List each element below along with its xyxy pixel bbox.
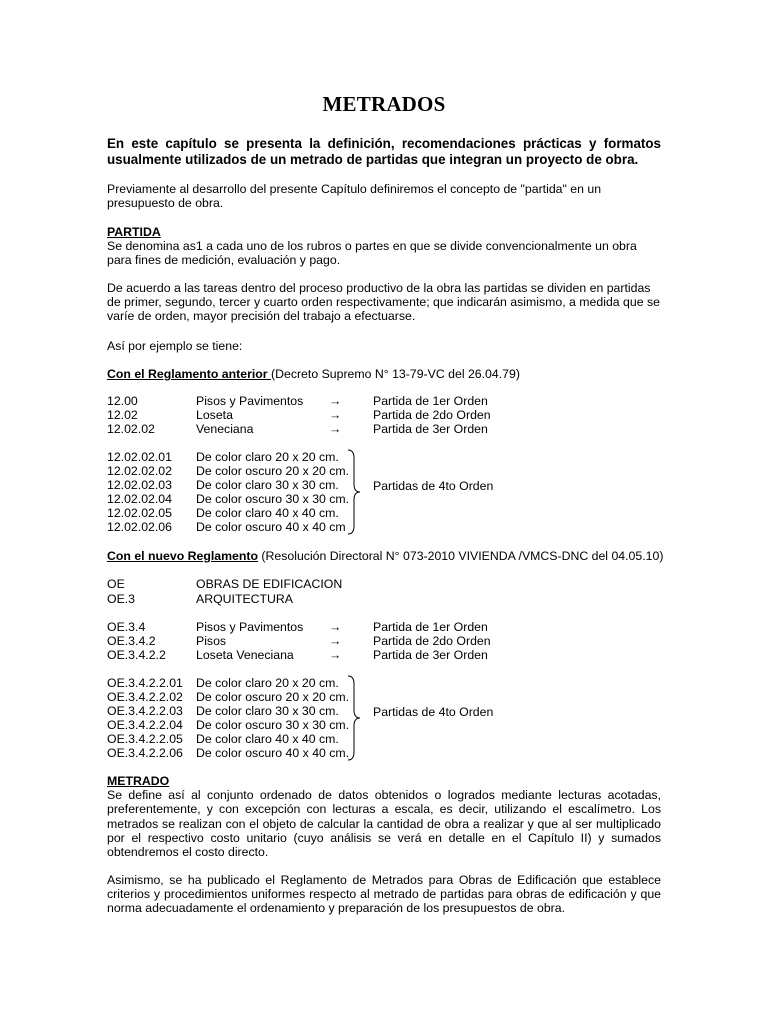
old-row-result: Partida de 1er Orden [373,394,488,408]
new-group-result: Partidas de 4to Orden [373,705,494,719]
old-group-desc: De color claro 30 x 30 cm. [196,478,339,492]
new-group-desc: De color oscuro 40 x 40 cm. [196,746,350,760]
new-row-code: OE.3.4 [107,620,146,634]
partida-order-paragraph: De acuerdo a las tareas dentro del proceso productivo de la obra las partidas se dividen en partidas de primer, segundo, tercer y cuarto orden respectivamente; que indicarán asimismo, a medida que se varíe de orden, mayor precisión del trabajo a efectuarse. [107,281,660,324]
metrado-heading: METRADO [107,774,170,788]
old-group-code: 12.02.02.03 [107,478,172,492]
new-row-code: OE.3.4.2.2 [107,648,166,662]
new-row-result: Partida de 3er Orden [373,648,488,662]
old-group-code: 12.02.02.01 [107,450,172,464]
old-row-code: 12.00 [107,394,138,408]
new-top-desc: ARQUITECTURA [196,592,294,606]
new-group-desc: De color claro 20 x 20 cm. [196,676,339,690]
new-regulation-ref: (Resolución Directoral N° 073-2010 VIVIENDA /VMCS-DNC del 04.05.10) [258,549,664,563]
new-top-desc: OBRAS DE EDIFICACION [196,577,343,591]
old-regulation-label: Con el Reglamento anterior [107,367,271,381]
arrow-icon: → [329,422,342,436]
metrado-paragraph-2: Asimismo, se ha publicado el Reglamento de Metrados para Obras de Edificación que establece criterios y procedimientos uniformes respecto al metrado de partidas para obras de edificación y que norma adecuadamente el ordenamiento y preparación de los presupuestos de obra. [107,873,661,916]
old-group-desc: De color claro 40 x 40 cm. [196,506,339,520]
old-group-code: 12.02.02.05 [107,506,172,520]
metrado-definition: Se define así al conjunto ordenado de datos obtenidos o logrados mediante lecturas acotadas, preferentemente, y con excepción con lecturas a escala, es decir, utilizando el escalímetro. Los metrados se realizan con el objeto de calcular la cantidad de obra a realizar y que al ser multiplicado por el respectivo costo unitario (cuyo análisis se verá en detalle en el Capítulo II) y sumados obtendremos el costo directo. [107,788,661,860]
new-regulation-label: Con el nuevo Reglamento [107,549,258,563]
old-regulation-ref: (Decreto Supremo N° 13-79-VC del 26.04.79) [271,367,520,381]
arrow-icon: → [329,408,342,422]
new-row-desc: Loseta Veneciana [196,648,294,662]
new-top-code: OE [107,577,125,591]
curly-brace-icon [346,448,362,536]
new-group-code: OE.3.4.2.2.03 [107,704,183,718]
arrow-icon: → [329,620,342,634]
old-group-code: 12.02.02.02 [107,464,172,478]
old-row-desc: Veneciana [196,422,254,436]
new-group-code: OE.3.4.2.2.02 [107,690,183,704]
old-row-result: Partida de 3er Orden [373,422,488,436]
arrow-icon: → [329,634,342,648]
new-group-code: OE.3.4.2.2.04 [107,718,183,732]
new-row-desc: Pisos y Pavimentos [196,620,304,634]
old-row-desc: Loseta [196,408,233,422]
old-row-code: 12.02.02 [107,422,155,436]
old-group-code: 12.02.02.04 [107,492,172,506]
intro-paragraph: En este capítulo se presenta la definición, recomendaciones prácticas y formatos usualmente utilizados de un metrado de partidas que integran un proyecto de obra. [107,136,661,167]
example-intro: Así por ejemplo se tiene: [107,339,243,353]
previously-paragraph: Previamente al desarrollo del presente Capítulo definiremos el concepto de "partida" en un presupuesto de obra. [107,182,602,211]
new-row-desc: Pisos [196,634,227,648]
new-row-result: Partida de 2do Orden [373,634,491,648]
old-group-code: 12.02.02.06 [107,520,172,534]
new-regulation-heading [107,549,663,563]
arrow-icon: → [329,648,342,662]
old-regulation-heading [107,367,520,381]
new-row-code: OE.3.4.2 [107,634,156,648]
new-row-result: Partida de 1er Orden [373,620,488,634]
old-row-result: Partida de 2do Orden [373,408,491,422]
old-group-desc: De color oscuro 30 x 30 cm. [196,492,350,506]
arrow-icon: → [329,394,342,408]
new-group-desc: De color oscuro 30 x 30 cm. [196,718,350,732]
old-group-desc: De color claro 20 x 20 cm. [196,450,339,464]
metrado-section [107,774,661,859]
partida-definition: Se denomina as1 a cada uno de los rubros o partes en que se divide convencionalmente un obra para fines de medición, evaluación y pago. [107,239,637,268]
document-title: METRADOS [322,92,446,116]
old-row-code: 12.02 [107,408,138,422]
new-group-desc: De color claro 30 x 30 cm. [196,704,339,718]
partida-section [107,225,661,268]
old-group-desc: De color oscuro 40 x 40 cm [196,520,346,534]
new-group-code: OE.3.4.2.2.01 [107,676,183,690]
new-group-desc: De color claro 40 x 40 cm. [196,732,339,746]
new-group-desc: De color oscuro 20 x 20 cm. [196,690,350,704]
new-group-code: OE.3.4.2.2.05 [107,732,183,746]
old-row-desc: Pisos y Pavimentos [196,394,304,408]
old-group-result: Partidas de 4to Orden [373,479,494,493]
partida-heading: PARTIDA [107,225,161,239]
new-top-code: OE.3 [107,592,136,606]
old-group-desc: De color oscuro 20 x 20 cm. [196,464,350,478]
curly-brace-icon [346,674,362,762]
new-group-code: OE.3.4.2.2.06 [107,746,183,760]
